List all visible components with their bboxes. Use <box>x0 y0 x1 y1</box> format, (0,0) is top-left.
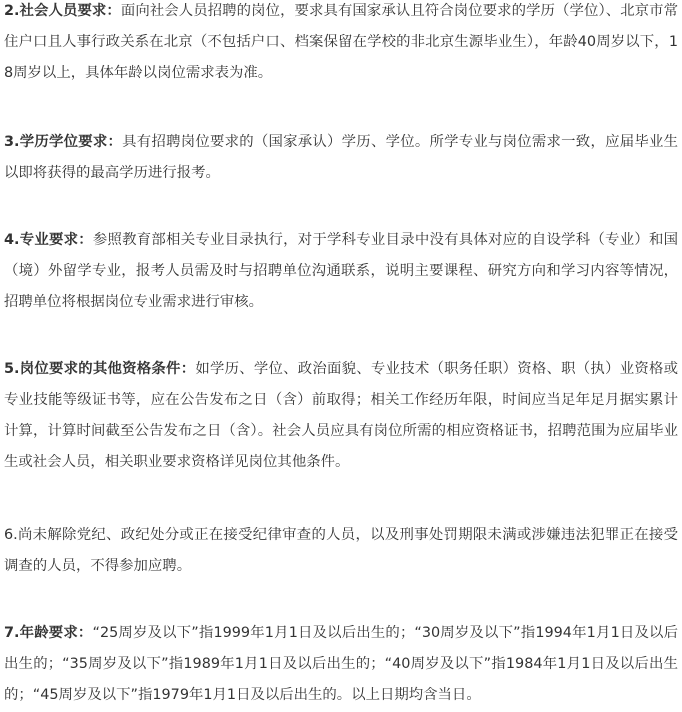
paragraph-age <box>4 618 678 711</box>
heading-major: 4.专业要求： <box>4 232 93 248</box>
body-social-personnel: 面向社会人员招聘的岗位，要求具有国家承认且符合岗位要求的学历（学位）、北京市常住户口且人事行政关系在北京（不包括户口、档案保留在学校的非北京生源毕业生），年龄40周岁以下，18周岁以上，具体年龄以岗位需求表为准。 <box>4 3 678 81</box>
body-major: 参照教育部相关专业目录执行，对于学科专业目录中没有具体对应的自设学科（专业）和国（境）外留学专业，报考人员需及时与招聘单位沟通联系，说明主要课程、研究方向和学习内容等情况，招聘单位将根据岗位专业需求进行审核。 <box>4 232 678 310</box>
paragraph-major <box>4 225 678 318</box>
paragraph-education-degree <box>4 127 678 189</box>
heading-social-personnel: 2.社会人员要求： <box>4 3 121 19</box>
paragraph-disciplinary-exclusion <box>4 520 678 582</box>
body-age: “25周岁及以下”指1999年1月1日及以后出生的；“30周岁及以下”指1994年1月1日及以后出生的；“35周岁及以下”指1989年1月1日及以后出生的；“40周岁及以下”指1984年1月1日及以后出生的；“45周岁及以下”指1979年1月1日及以后出生的。以上日期均含当日。 <box>4 625 678 703</box>
body-disciplinary-exclusion: 6.尚未解除党纪、政纪处分或正在接受纪律审查的人员，以及刑事处罚期限未满或涉嫌违法犯罪正在接受调查的人员，不得参加应聘。 <box>4 527 678 574</box>
body-education-degree: 具有招聘岗位要求的（国家承认）学历、学位。所学专业与岗位需求一致，应届毕业生以即将获得的最高学历进行报考。 <box>4 134 678 181</box>
body-other-qualifications: 如学历、学位、政治面貌、专业技术（职务任职）资格、职（执）业资格或专业技能等级证书等，应在公告发布之日（含）前取得；相关工作经历年限，时间应当足年足月据实累计计算，计算时间截至公告发布之日（含）。社会人员应具有岗位所需的相应资格证书，招聘范围为应届毕业生或社会人员，相关职业要求资格详见岗位其他条件。 <box>4 361 678 470</box>
heading-age: 7.年龄要求： <box>4 625 93 641</box>
paragraph-other-qualifications <box>4 354 678 478</box>
heading-other-qualifications: 5.岗位要求的其他资格条件： <box>4 361 196 377</box>
paragraph-social-personnel <box>4 0 678 89</box>
heading-education-degree: 3.学历学位要求： <box>4 134 123 150</box>
